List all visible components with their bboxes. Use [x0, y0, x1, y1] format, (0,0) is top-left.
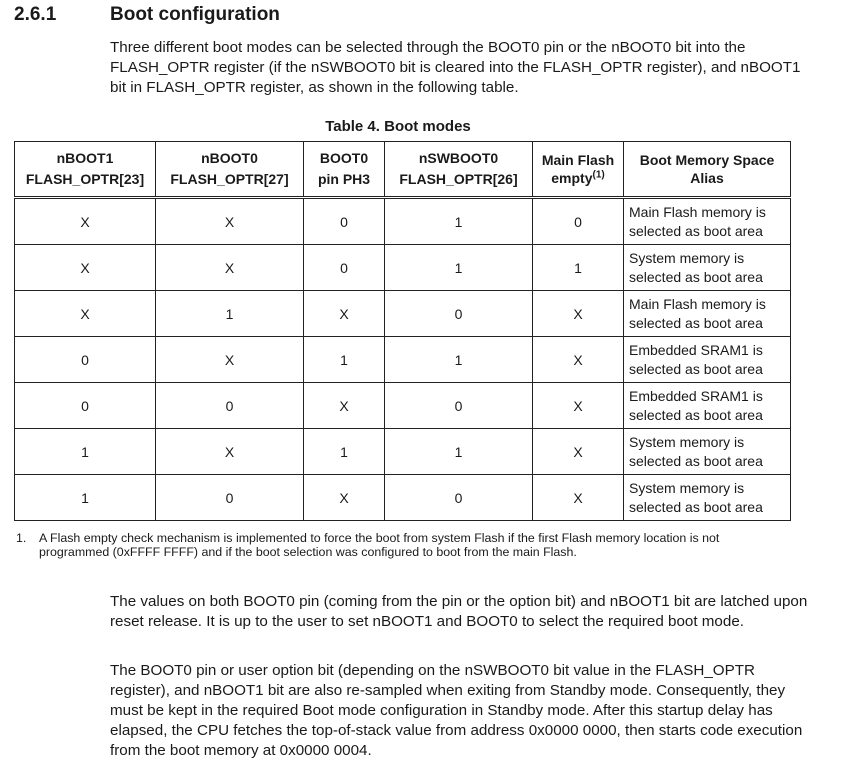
header-line: nBOOT1 [56, 150, 114, 166]
cell-nswboot0: 0 [385, 475, 533, 521]
cell-nboot0: X [156, 245, 304, 291]
cell-main-flash-empty: X [533, 475, 624, 521]
header-line: Main Flash [541, 152, 615, 168]
header-line [533, 169, 623, 187]
table-caption: Table 4. Boot modes [325, 118, 471, 135]
cell-nswboot0: 0 [385, 383, 533, 429]
header-line: FLASH_OPTR[26] [399, 171, 518, 187]
cell-nboot1: X [15, 198, 156, 245]
table-row [15, 245, 791, 291]
cell-nboot1: 1 [15, 475, 156, 521]
cell-nboot1: X [15, 291, 156, 337]
cell-nboot0: 0 [156, 383, 304, 429]
header-nboot1 [15, 142, 156, 198]
table-row [15, 291, 791, 337]
cell-nboot0: 1 [156, 291, 304, 337]
alias-line: System memory is [629, 434, 745, 450]
footnote-ref: (1) [592, 169, 605, 181]
cell-boot0: 0 [304, 198, 385, 245]
header-line: FLASH_OPTR[27] [170, 171, 289, 187]
cell-nswboot0: 1 [385, 245, 533, 291]
cell-main-flash-empty: 1 [533, 245, 624, 291]
header-nboot0 [156, 142, 304, 198]
header-line: FLASH_OPTR[23] [25, 171, 145, 187]
header-line: Boot Memory Space [639, 152, 775, 168]
alias-line: Main Flash memory is [629, 296, 766, 312]
header-line: nBOOT0 [201, 150, 258, 166]
header-line: Alias [690, 170, 724, 186]
header-boot-memory-alias [624, 142, 791, 198]
header-boot0 [304, 142, 385, 198]
cell-nswboot0: 1 [385, 429, 533, 475]
intro-paragraph: Three different boot modes can be selected through the BOOT0 pin or the nBOOT0 bit into the FLASH_OPTR register (if the nSWBOOT0 bit is cleared into the FLASH_OPTR register), and nBOOT1 bit in FLASH_OPTR register, as shown in the following table. [110, 39, 801, 96]
cell-main-flash-empty: X [533, 291, 624, 337]
cell-nboot0: 0 [156, 475, 304, 521]
cell-alias [624, 337, 791, 383]
cell-alias [624, 429, 791, 475]
header-line: nSWBOOT0 [418, 150, 499, 166]
cell-alias [624, 198, 791, 245]
resampled-paragraph: The BOOT0 pin or user option bit (depending on the nSWBOOT0 bit value in the FLASH_OPTR register), and nBOOT1 bit are also re-sampled when exiting from Standby mode. Consequently, they must be kept in the required Boot mode configuration in Standby mode. After this startup delay has elapsed, the CPU fetches the top-of-stack value from address 0x0000 0000, then starts code execution from the boot memory at 0x0000 0004. [110, 662, 803, 759]
alias-line: Embedded SRAM1 is [629, 388, 763, 404]
cell-nswboot0: 1 [385, 198, 533, 245]
cell-boot0: X [304, 291, 385, 337]
alias-line: Embedded SRAM1 is [629, 342, 763, 358]
alias-line: Main Flash memory is [629, 204, 766, 220]
alias-line: selected as boot area [629, 268, 763, 285]
cell-nboot1: X [15, 245, 156, 291]
cell-main-flash-empty: 0 [533, 198, 624, 245]
cell-main-flash-empty: X [533, 337, 624, 383]
alias-line: selected as boot area [629, 452, 763, 469]
alias-line: selected as boot area [629, 406, 763, 423]
table-row [15, 475, 791, 521]
header-line-text: empty [551, 170, 593, 186]
latched-paragraph: The values on both BOOT0 pin (coming from the pin or the option bit) and nBOOT1 bit are latched upon reset release. It is up to the user to set nBOOT1 and BOOT0 to select the required boot mode. [110, 593, 808, 630]
table-row [15, 383, 791, 429]
table-header-row [15, 142, 791, 198]
cell-main-flash-empty: X [533, 383, 624, 429]
alias-line: System memory is [629, 250, 745, 266]
cell-boot0: 1 [304, 429, 385, 475]
cell-alias [624, 475, 791, 521]
footnote-text: A Flash empty check mechanism is implemented to force the boot from system Flash if the first Flash memory location is not programmed (0xFFFF FFFF) and if the boot selection was configured to boot from the main Flash. [39, 531, 720, 559]
cell-main-flash-empty: X [533, 429, 624, 475]
boot-modes-table [14, 141, 791, 521]
cell-nboot1: 0 [15, 337, 156, 383]
header-main-flash-empty [533, 142, 624, 198]
cell-boot0: X [304, 475, 385, 521]
cell-nboot1: 1 [15, 429, 156, 475]
cell-alias [624, 383, 791, 429]
section-title: Boot configuration [110, 4, 280, 25]
cell-nswboot0: 0 [385, 291, 533, 337]
cell-nboot0: X [156, 337, 304, 383]
cell-nswboot0: 1 [385, 337, 533, 383]
table-row [15, 337, 791, 383]
cell-nboot0: X [156, 429, 304, 475]
footnote-number: 1. [16, 531, 27, 545]
cell-boot0: 1 [304, 337, 385, 383]
cell-alias [624, 245, 791, 291]
header-nswboot0 [385, 142, 533, 198]
table-row [15, 429, 791, 475]
cell-nboot1: 0 [15, 383, 156, 429]
alias-line: System memory is [629, 480, 745, 496]
cell-boot0: 0 [304, 245, 385, 291]
cell-alias [624, 291, 791, 337]
alias-line: selected as boot area [629, 222, 763, 239]
alias-line: selected as boot area [629, 360, 763, 377]
header-line: pin PH3 [317, 171, 371, 187]
header-line: BOOT0 [319, 150, 369, 166]
table-row [15, 198, 791, 245]
cell-nboot0: X [156, 198, 304, 245]
alias-line: selected as boot area [629, 314, 763, 331]
section-number: 2.6.1 [14, 4, 57, 25]
cell-boot0: X [304, 383, 385, 429]
alias-line: selected as boot area [629, 498, 763, 515]
